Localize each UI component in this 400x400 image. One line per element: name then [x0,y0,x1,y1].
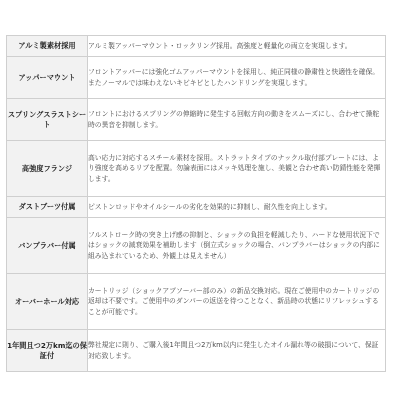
table-row [7,274,386,330]
row-label: アルミ製素材採用 [7,36,88,57]
row-description: フルストローク時の突き上げ感の抑制と、ショックの負担を軽減したり、ハードな使用状況下ではショックの減衰効果を補助します（倒立式ショックの場合、バンプラバーはショックの内部に組み込まれているため、外観上は見えません） [88,218,386,274]
row-label: アッパーマウント [7,57,88,99]
table-row [7,197,386,218]
table-row [7,99,386,141]
row-description: アルミ製アッパーマウント・ロックリング採用。高強度と軽量化の両立を実現します。 [88,36,386,57]
row-description: フロントアッパーには強化ゴムアッパーマウントを採用し、純正同様の静粛性と快適性を確保。またノーマルでは味わえないキビキビとしたハンドリングを実現します。 [88,57,386,99]
row-label: オーバーホール対応 [7,274,88,330]
row-label: 高強度フランジ [7,141,88,197]
table-row [7,57,386,99]
row-description: カートリッジ（ショックアブソーバー部のみ）の新品交換対応。現在ご使用中のカートリッジの返却は不要です。ご使用中のダンパーの返送を待つことなく、新品時の状態にリフレッシュすることが可能です。 [88,274,386,330]
table-row [7,141,386,197]
table-row [7,36,386,57]
table-row [7,218,386,274]
table-row [7,330,386,372]
row-description: 弊社規定に則り、ご購入後1年間且つ2万km以内に発生したオイル漏れ等の破損について、保証対応致します。 [88,330,386,372]
row-description: ピストンロッドやオイルシールの劣化を効果的に抑制し、耐久性を向上します。 [88,197,386,218]
spec-table-wrapper [6,35,386,372]
row-label: バンプラバー付属 [7,218,88,274]
row-label: 1年間且つ2万km迄の保証付 [7,330,88,372]
row-label: スプリングスラストシート [7,99,88,141]
spec-table [6,35,386,372]
row-description: フロントにおけるスプリングの伸縮時に発生する回転方向の動きをスムーズにし、合わせて操舵時の異音を抑制します。 [88,99,386,141]
row-description: 高い応力に対応するスチール素材を採用。ストラットタイプのナックル取付部プレートには、より強度を高めるリブを配置。勿論表面にはメッキ処理を施し、美観と合わせ高い防錆性能を発揮します。 [88,141,386,197]
row-label: ダストブーツ付属 [7,197,88,218]
